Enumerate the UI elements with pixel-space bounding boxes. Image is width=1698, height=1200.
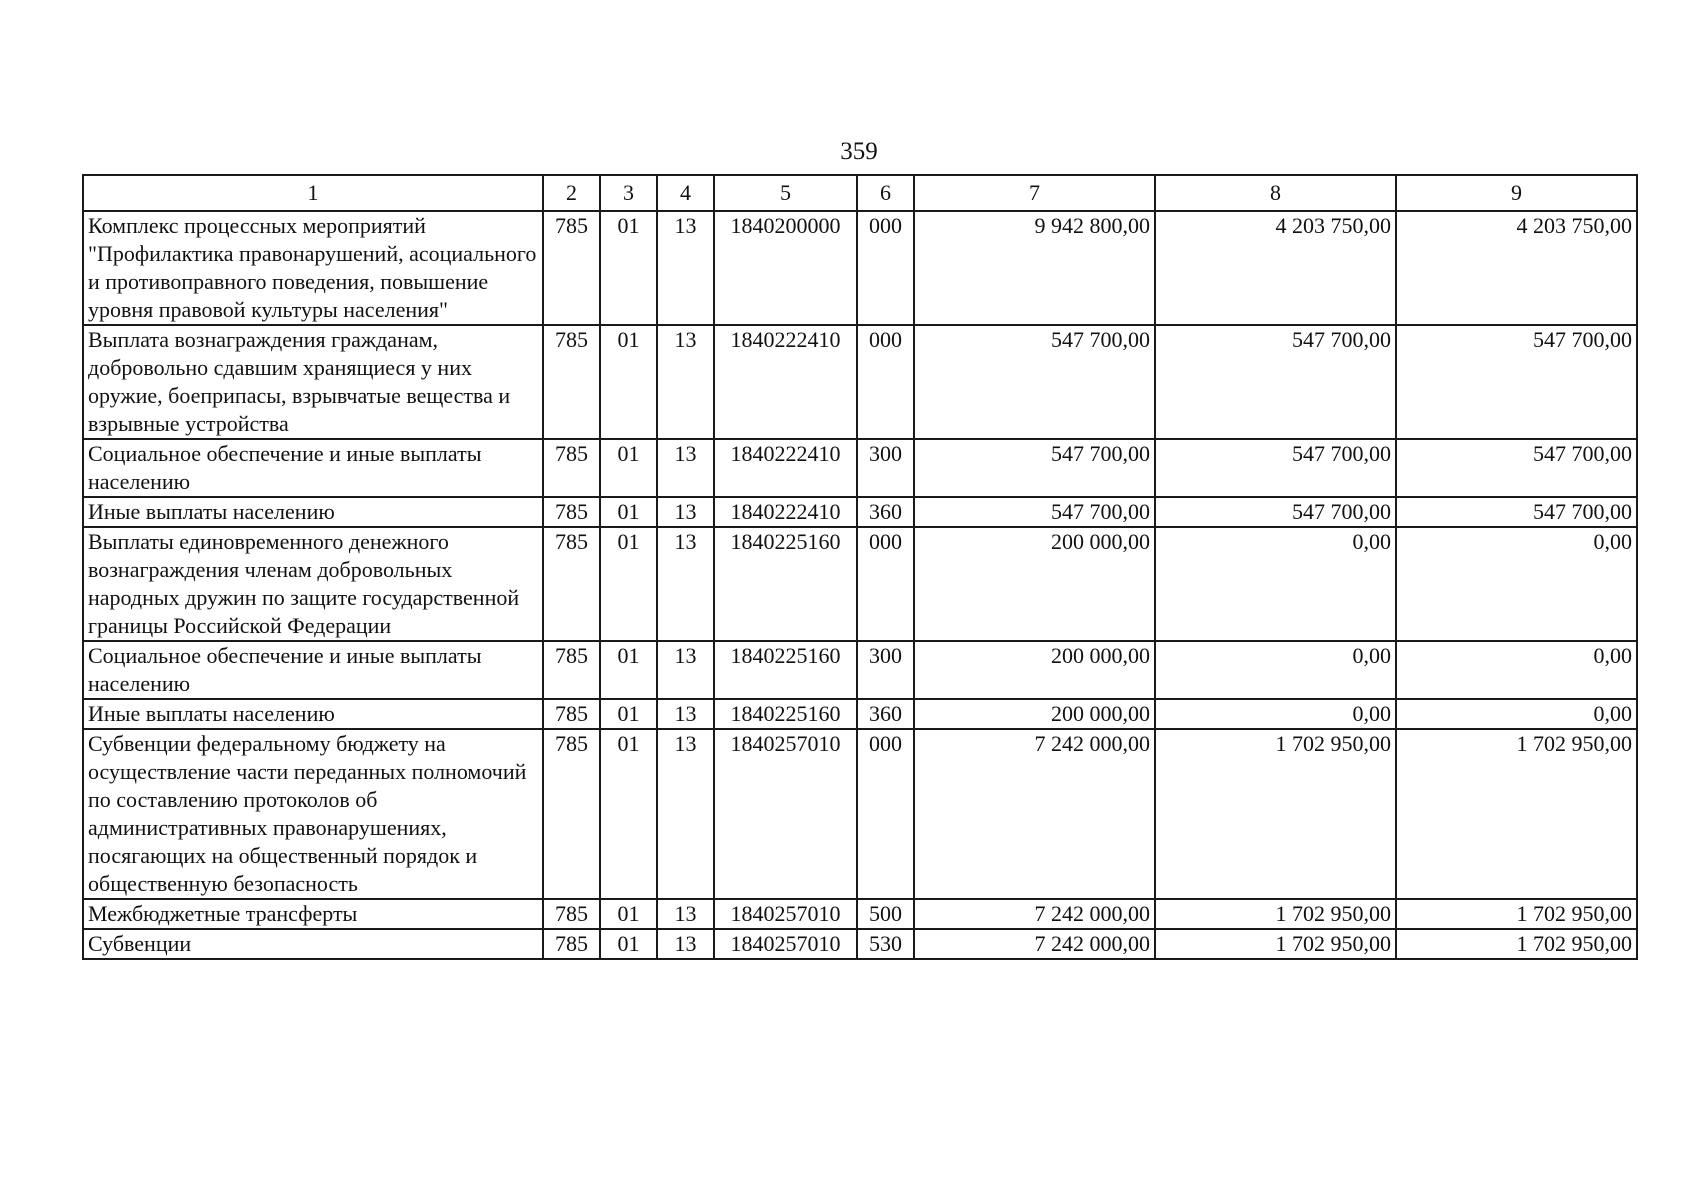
column-header: 1 [83,175,543,211]
row-name: Выплата вознаграждения гражданам, добровольно сдавшим хранящиеся у них оружие, боеприпасы, взрывчатые вещества и взрывные устройства [83,325,543,439]
cell-col7: 200 000,00 [914,527,1155,641]
row-name: Субвенции федеральному бюджету на осуществление части переданных полномочий по составлению протоколов об административных правонарушениях, посягающих на общественный порядок и общественную безопасность [83,729,543,899]
cell-col7: 7 242 000,00 [914,899,1155,929]
row-name: Межбюджетные трансферты [83,899,543,929]
column-header: 3 [600,175,657,211]
column-header: 8 [1155,175,1396,211]
cell-col9: 0,00 [1396,641,1637,699]
cell-col8: 1 702 950,00 [1155,929,1396,959]
cell-col2: 785 [543,929,600,959]
cell-col4: 13 [657,211,714,325]
column-header: 4 [657,175,714,211]
table-row [83,497,1637,527]
cell-col7: 7 242 000,00 [914,929,1155,959]
cell-col8: 0,00 [1155,527,1396,641]
cell-col3: 01 [600,211,657,325]
column-header: 6 [857,175,914,211]
cell-col5: 1840200000 [714,211,857,325]
row-name: Социальное обеспечение и иные выплаты населению [83,641,543,699]
cell-col8: 547 700,00 [1155,497,1396,527]
cell-col8: 0,00 [1155,641,1396,699]
cell-col3: 01 [600,699,657,729]
cell-col4: 13 [657,929,714,959]
cell-col7: 547 700,00 [914,439,1155,497]
row-name: Социальное обеспечение и иные выплаты населению [83,439,543,497]
cell-col9: 0,00 [1396,699,1637,729]
cell-col7: 547 700,00 [914,497,1155,527]
column-header: 9 [1396,175,1637,211]
cell-col8: 547 700,00 [1155,325,1396,439]
table-row [83,641,1637,699]
cell-col6: 000 [857,325,914,439]
cell-col3: 01 [600,325,657,439]
cell-col7: 200 000,00 [914,699,1155,729]
cell-col4: 13 [657,699,714,729]
cell-col9: 0,00 [1396,527,1637,641]
cell-col5: 1840222410 [714,439,857,497]
cell-col4: 13 [657,899,714,929]
cell-col4: 13 [657,325,714,439]
cell-col4: 13 [657,439,714,497]
cell-col6: 000 [857,527,914,641]
column-header: 5 [714,175,857,211]
cell-col3: 01 [600,899,657,929]
cell-col7: 200 000,00 [914,641,1155,699]
cell-col2: 785 [543,729,600,899]
cell-col6: 300 [857,641,914,699]
row-name: Иные выплаты населению [83,497,543,527]
cell-col5: 1840222410 [714,497,857,527]
column-header: 2 [543,175,600,211]
page-number: 359 [840,138,878,165]
cell-col4: 13 [657,641,714,699]
budget-table [82,174,1638,960]
row-name: Комплекс процессных мероприятий "Профилактика правонарушений, асоциального и противоправного поведения, повышение уровня правовой культуры населения" [83,211,543,325]
cell-col2: 785 [543,497,600,527]
cell-col8: 1 702 950,00 [1155,729,1396,899]
cell-col3: 01 [600,497,657,527]
cell-col3: 01 [600,929,657,959]
table-row [83,527,1637,641]
header-row [83,175,1637,211]
cell-col9: 547 700,00 [1396,497,1637,527]
cell-col2: 785 [543,899,600,929]
cell-col5: 1840257010 [714,929,857,959]
cell-col6: 360 [857,699,914,729]
cell-col2: 785 [543,325,600,439]
cell-col7: 7 242 000,00 [914,729,1155,899]
cell-col8: 0,00 [1155,699,1396,729]
cell-col9: 1 702 950,00 [1396,899,1637,929]
cell-col2: 785 [543,641,600,699]
cell-col2: 785 [543,527,600,641]
cell-col8: 4 203 750,00 [1155,211,1396,325]
table-row [83,929,1637,959]
table-row [83,325,1637,439]
table-row [83,729,1637,899]
cell-col4: 13 [657,729,714,899]
cell-col8: 547 700,00 [1155,439,1396,497]
row-name: Субвенции [83,929,543,959]
cell-col3: 01 [600,729,657,899]
cell-col9: 1 702 950,00 [1396,729,1637,899]
row-name: Иные выплаты населению [83,699,543,729]
cell-col5: 1840225160 [714,699,857,729]
cell-col4: 13 [657,527,714,641]
table-row [83,699,1637,729]
cell-col6: 000 [857,729,914,899]
cell-col9: 4 203 750,00 [1396,211,1637,325]
cell-col3: 01 [600,439,657,497]
cell-col9: 1 702 950,00 [1396,929,1637,959]
cell-col8: 1 702 950,00 [1155,899,1396,929]
cell-col9: 547 700,00 [1396,325,1637,439]
cell-col5: 1840225160 [714,641,857,699]
column-header: 7 [914,175,1155,211]
cell-col2: 785 [543,699,600,729]
cell-col6: 360 [857,497,914,527]
cell-col5: 1840225160 [714,527,857,641]
cell-col4: 13 [657,497,714,527]
cell-col6: 300 [857,439,914,497]
cell-col3: 01 [600,527,657,641]
table-row [83,211,1637,325]
cell-col2: 785 [543,439,600,497]
row-name: Выплаты единовременного денежного вознаграждения членам добровольных народных дружин по защите государственной границы Российской Федерации [83,527,543,641]
cell-col3: 01 [600,641,657,699]
cell-col5: 1840222410 [714,325,857,439]
table-row [83,439,1637,497]
cell-col5: 1840257010 [714,899,857,929]
cell-col5: 1840257010 [714,729,857,899]
cell-col7: 547 700,00 [914,325,1155,439]
table-row [83,899,1637,929]
cell-col9: 547 700,00 [1396,439,1637,497]
cell-col6: 530 [857,929,914,959]
cell-col6: 500 [857,899,914,929]
cell-col7: 9 942 800,00 [914,211,1155,325]
cell-col2: 785 [543,211,600,325]
cell-col6: 000 [857,211,914,325]
